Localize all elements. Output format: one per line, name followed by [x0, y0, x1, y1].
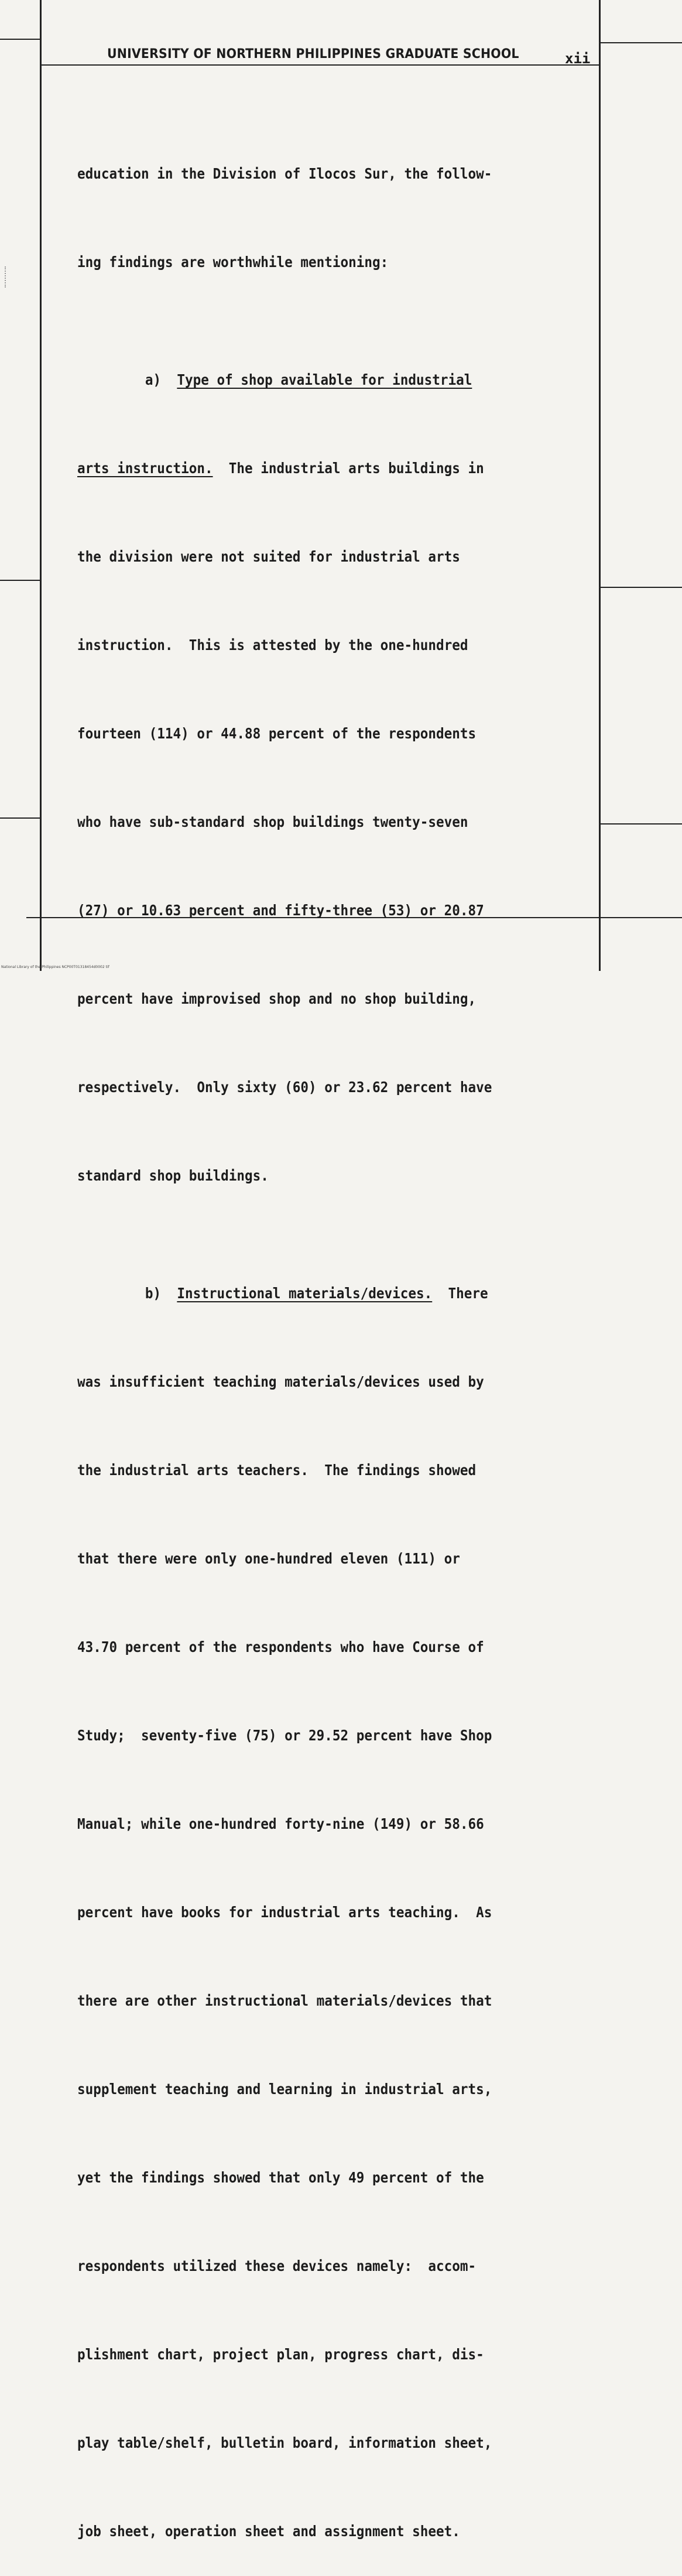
margin-dots: [5, 266, 7, 288]
text-line: fourteen (114) or 44.88 percent of the respondents: [77, 725, 477, 742]
text-line: the industrial arts teachers. The findings showed: [77, 1462, 477, 1479]
item-b-heading: Instructional materials/devices.: [177, 1285, 433, 1302]
text-line: (27) or 10.63 percent and fifty-three (53) or 20.87: [77, 902, 484, 919]
item-a-heading-line-2: [77, 454, 527, 484]
item-b-label: b): [145, 1285, 162, 1302]
scan-footer: National Library of the Philippines NCP00T01318454d0002 tif: [1, 965, 109, 969]
text-line: play table/shelf, bulletin board, information sheet,: [77, 2434, 492, 2451]
text-line: supplement teaching and learning in industrial arts,: [77, 2081, 492, 2098]
top-right-tab-rule: [601, 42, 682, 43]
text-line: education in the Division of Ilocos Sur, the follow-: [77, 165, 492, 182]
right-tab-rule-low: [601, 823, 682, 825]
text-line: percent have improvised shop and no shop building,: [77, 990, 477, 1007]
text-line: plishment chart, project plan, progress chart, dis-: [77, 2346, 484, 2363]
text-line: who have sub-standard shop buildings twenty-seven: [77, 813, 468, 830]
header-rule: [40, 64, 601, 66]
page-body: [77, 101, 527, 2576]
text-line: was insufficient teaching materials/devices used by: [77, 1373, 484, 1390]
left-tab-rule-mid: [0, 580, 41, 581]
top-left-tab-rule: [0, 39, 41, 40]
text-line: respectively. Only sixty (60) or 23.62 percent have: [77, 1079, 492, 1096]
text-line: ing findings are worthwhile mentioning:: [77, 254, 389, 271]
text-line: the division were not suited for industrial arts: [77, 548, 460, 565]
text-line: there are other instructional materials/devices that: [77, 1992, 492, 2009]
item-a-heading-line: [77, 365, 527, 395]
item-b-heading-line: [77, 1279, 527, 1309]
page-number: xii: [565, 50, 591, 67]
item-a-heading: Type of shop available for industrial: [177, 371, 472, 388]
right-tab-rule-mid: [601, 587, 682, 588]
left-margin-rule: [40, 0, 42, 971]
right-margin-rule: [599, 0, 601, 971]
text-line: job sheet, operation sheet and assignment sheet.: [77, 2523, 460, 2540]
text-fragment: There: [432, 1285, 488, 1302]
item-a-heading-cont: arts instruction.: [77, 460, 213, 477]
item-a-label: a): [145, 371, 162, 388]
running-header-title: UNIVERSITY OF NORTHERN PHILIPPINES GRADUATE SCHOOL: [107, 47, 519, 61]
text-line: Manual; while one-hundred forty-nine (149) or 58.66: [77, 1815, 484, 1832]
text-fragment: The industrial arts buildings in: [213, 460, 484, 477]
text-line: respondents utilized these devices namely: accom-: [77, 2257, 477, 2274]
text-line: that there were only one-hundred eleven (111) or: [77, 1550, 460, 1567]
text-line: Study; seventy-five (75) or 29.52 percent have Shop: [77, 1727, 492, 1744]
text-line: percent have books for industrial arts teaching. As: [77, 1904, 492, 1921]
text-line: standard shop buildings.: [77, 1167, 269, 1184]
text-line: yet the findings showed that only 49 percent of the: [77, 2169, 484, 2186]
left-tab-rule-low: [0, 817, 41, 819]
text-line: instruction. This is attested by the one-hundred: [77, 637, 468, 654]
text-line: 43.70 percent of the respondents who have Course of: [77, 1638, 484, 1655]
